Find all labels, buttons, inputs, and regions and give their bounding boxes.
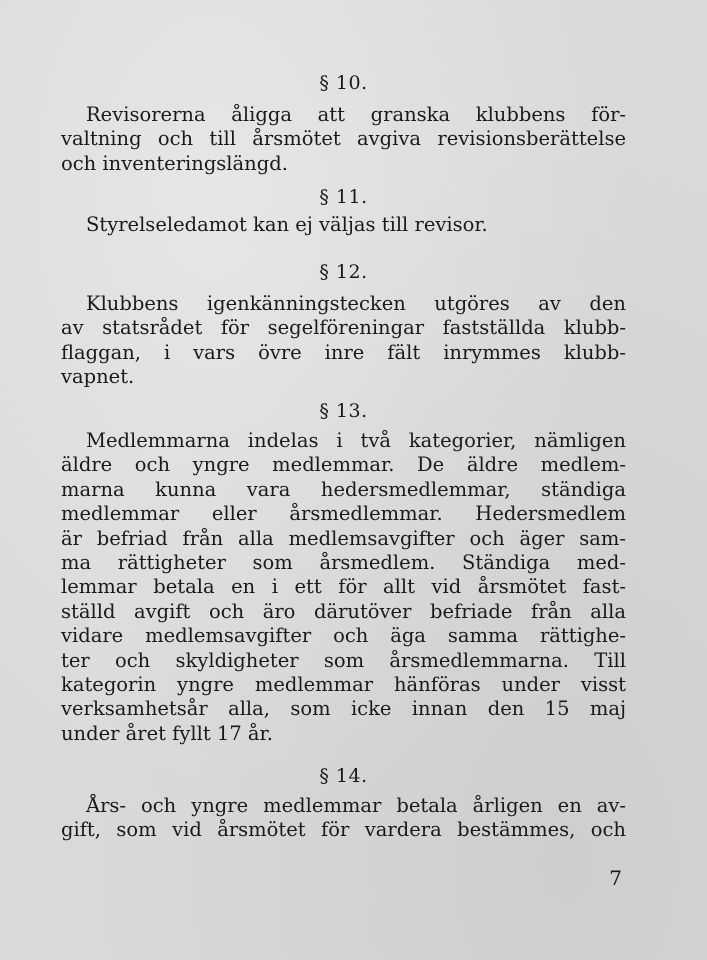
text-line: vidare medlemsavgifter och äga samma rättighe-	[61, 624, 626, 648]
page-number: 7	[609, 866, 622, 890]
text-line: är befriad från alla medlemsavgifter och äger sam-	[61, 526, 626, 550]
section-paragraph-10	[61, 103, 626, 176]
text-line: och inventeringslängd.	[61, 151, 288, 175]
text-line: marna kunna vara hedersmedlemmar, ständiga	[61, 477, 626, 501]
section-heading-10: § 10.	[319, 72, 368, 94]
section-heading-11: § 11.	[319, 186, 368, 208]
text-line: ter och skyldigheter som årsmedlemmarna. Till	[61, 648, 626, 672]
section-paragraph-12	[61, 292, 626, 390]
text-line: valtning och till årsmötet avgiva revisionsberättelse	[61, 127, 626, 151]
text-line: Styrelseledamot kan ej väljas till revisor.	[86, 213, 488, 236]
text-line: vapnet.	[61, 365, 135, 389]
text-line: äldre och yngre medlemmar. De äldre medlem-	[61, 453, 626, 477]
section-paragraph-11	[61, 213, 626, 237]
text-line: kategorin yngre medlemmar hänföras under visst	[61, 673, 626, 697]
text-line: lemmar betala en i ett för allt vid årsmötet fast-	[61, 575, 626, 599]
section-paragraph-14	[61, 794, 626, 843]
text-line: ma rättigheter som årsmedlem. Ständiga med-	[61, 551, 626, 575]
text-line: ställd avgift och äro därutöver befriade från alla	[61, 599, 626, 623]
text-line: av statsrådet för segelföreningar fastställda klubb-	[61, 316, 626, 340]
text-line: medlemmar eller årsmedlemmar. Hedersmedlem	[61, 502, 626, 526]
section-heading-14: § 14.	[319, 765, 368, 787]
text-line: Medlemmarna indelas i två kategorier, nämligen	[86, 429, 626, 452]
section-paragraph-13	[61, 429, 626, 746]
text-line: Års- och yngre medlemmar betala årligen en av-	[86, 794, 626, 817]
text-line: flaggan, i vars övre inre fält inrymmes klubb-	[61, 340, 626, 364]
text-line: Revisorerna åligga att granska klubbens för-	[86, 103, 626, 126]
section-heading-12: § 12.	[319, 261, 368, 283]
text-line: gift, som vid årsmötet för vardera bestämmes, och	[61, 818, 626, 842]
text-line: verksamhetsår alla, som icke innan den 15 maj	[61, 697, 626, 721]
text-line: under året fyllt 17 år.	[61, 721, 273, 745]
text-line: Klubbens igenkänningstecken utgöres av den	[86, 292, 626, 315]
section-heading-13: § 13.	[319, 400, 368, 422]
